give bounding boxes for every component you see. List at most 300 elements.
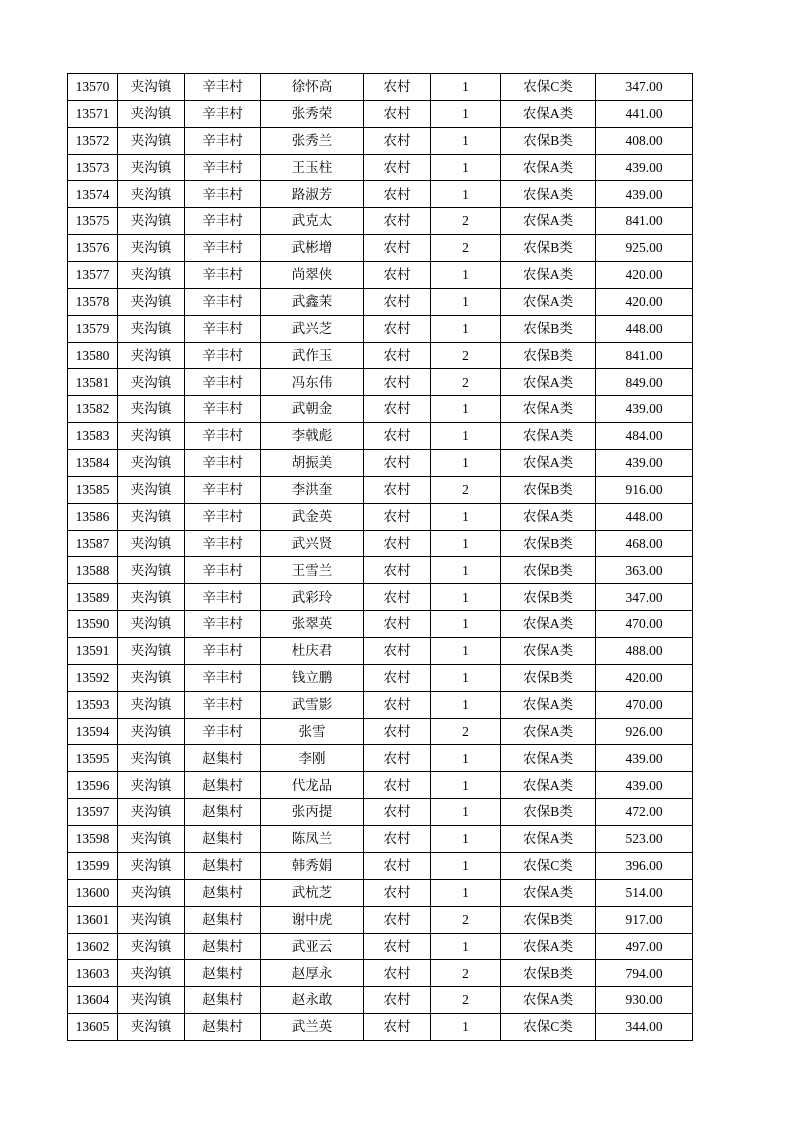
cell-insurance-category: 农保A类 (501, 423, 596, 450)
cell-name: 代龙品 (261, 772, 364, 799)
cell-insurance-category: 农保B类 (501, 799, 596, 826)
cell-household-type: 农村 (364, 315, 431, 342)
cell-insurance-category: 农保B类 (501, 235, 596, 262)
cell-name: 武亚云 (261, 933, 364, 960)
cell-amount: 439.00 (596, 154, 693, 181)
cell-record-no: 13588 (68, 557, 118, 584)
cell-name: 武兰英 (261, 1014, 364, 1041)
cell-town: 夹沟镇 (118, 74, 185, 101)
table-row (68, 960, 693, 987)
cell-town: 夹沟镇 (118, 611, 185, 638)
cell-record-no: 13578 (68, 288, 118, 315)
cell-amount: 497.00 (596, 933, 693, 960)
cell-household-type: 农村 (364, 476, 431, 503)
cell-town: 夹沟镇 (118, 154, 185, 181)
cell-amount: 916.00 (596, 476, 693, 503)
cell-record-no: 13582 (68, 396, 118, 423)
cell-amount: 439.00 (596, 450, 693, 477)
cell-household-type: 农村 (364, 987, 431, 1014)
cell-household-type: 农村 (364, 154, 431, 181)
cell-name: 李戟彪 (261, 423, 364, 450)
cell-amount: 396.00 (596, 852, 693, 879)
cell-town: 夹沟镇 (118, 557, 185, 584)
cell-amount: 347.00 (596, 584, 693, 611)
cell-town: 夹沟镇 (118, 288, 185, 315)
cell-insurance-category: 农保B类 (501, 960, 596, 987)
cell-town: 夹沟镇 (118, 423, 185, 450)
cell-village: 赵集村 (185, 799, 261, 826)
cell-count: 1 (431, 664, 501, 691)
cell-count: 1 (431, 638, 501, 665)
cell-household-type: 农村 (364, 933, 431, 960)
table-row (68, 423, 693, 450)
table-row (68, 799, 693, 826)
table-row (68, 235, 693, 262)
table-row (68, 450, 693, 477)
cell-village: 辛丰村 (185, 476, 261, 503)
cell-record-no: 13574 (68, 181, 118, 208)
cell-record-no: 13587 (68, 530, 118, 557)
cell-household-type: 农村 (364, 799, 431, 826)
cell-record-no: 13579 (68, 315, 118, 342)
cell-record-no: 13577 (68, 262, 118, 289)
table-row (68, 906, 693, 933)
cell-record-no: 13590 (68, 611, 118, 638)
cell-village: 辛丰村 (185, 100, 261, 127)
cell-village: 辛丰村 (185, 315, 261, 342)
cell-record-no: 13592 (68, 664, 118, 691)
cell-village: 辛丰村 (185, 74, 261, 101)
cell-town: 夹沟镇 (118, 476, 185, 503)
cell-count: 1 (431, 315, 501, 342)
cell-village: 辛丰村 (185, 557, 261, 584)
cell-household-type: 农村 (364, 288, 431, 315)
cell-village: 辛丰村 (185, 691, 261, 718)
table-row (68, 154, 693, 181)
cell-town: 夹沟镇 (118, 450, 185, 477)
table-row (68, 718, 693, 745)
cell-insurance-category: 农保A类 (501, 262, 596, 289)
cell-record-no: 13580 (68, 342, 118, 369)
cell-insurance-category: 农保A类 (501, 369, 596, 396)
cell-insurance-category: 农保A类 (501, 181, 596, 208)
cell-insurance-category: 农保A类 (501, 450, 596, 477)
cell-insurance-category: 农保A类 (501, 154, 596, 181)
cell-count: 2 (431, 476, 501, 503)
cell-count: 1 (431, 396, 501, 423)
cell-village: 辛丰村 (185, 450, 261, 477)
cell-name: 武杭芝 (261, 879, 364, 906)
cell-name: 武雪影 (261, 691, 364, 718)
cell-count: 2 (431, 235, 501, 262)
cell-count: 1 (431, 745, 501, 772)
cell-count: 2 (431, 960, 501, 987)
table-row (68, 852, 693, 879)
cell-record-no: 13573 (68, 154, 118, 181)
cell-insurance-category: 农保A类 (501, 691, 596, 718)
cell-household-type: 农村 (364, 181, 431, 208)
cell-household-type: 农村 (364, 369, 431, 396)
cell-village: 辛丰村 (185, 423, 261, 450)
cell-record-no: 13604 (68, 987, 118, 1014)
cell-count: 1 (431, 74, 501, 101)
cell-name: 张丙提 (261, 799, 364, 826)
cell-insurance-category: 农保B类 (501, 530, 596, 557)
table-row (68, 745, 693, 772)
table-row (68, 369, 693, 396)
cell-name: 武作玉 (261, 342, 364, 369)
cell-household-type: 农村 (364, 960, 431, 987)
cell-amount: 917.00 (596, 906, 693, 933)
cell-amount: 841.00 (596, 208, 693, 235)
cell-insurance-category: 农保C类 (501, 74, 596, 101)
cell-household-type: 农村 (364, 1014, 431, 1041)
table-row (68, 557, 693, 584)
cell-count: 1 (431, 557, 501, 584)
cell-count: 1 (431, 262, 501, 289)
cell-insurance-category: 农保B类 (501, 557, 596, 584)
cell-household-type: 农村 (364, 772, 431, 799)
cell-count: 2 (431, 718, 501, 745)
table-row (68, 127, 693, 154)
cell-town: 夹沟镇 (118, 879, 185, 906)
cell-household-type: 农村 (364, 745, 431, 772)
cell-household-type: 农村 (364, 100, 431, 127)
cell-record-no: 13599 (68, 852, 118, 879)
cell-record-no: 13585 (68, 476, 118, 503)
cell-insurance-category: 农保A类 (501, 503, 596, 530)
cell-town: 夹沟镇 (118, 960, 185, 987)
cell-insurance-category: 农保B类 (501, 584, 596, 611)
cell-village: 辛丰村 (185, 181, 261, 208)
cell-insurance-category: 农保B类 (501, 664, 596, 691)
cell-insurance-category: 农保A类 (501, 611, 596, 638)
cell-count: 1 (431, 423, 501, 450)
cell-amount: 926.00 (596, 718, 693, 745)
table-row (68, 262, 693, 289)
cell-count: 1 (431, 530, 501, 557)
cell-amount: 439.00 (596, 181, 693, 208)
cell-insurance-category: 农保B类 (501, 476, 596, 503)
table-row (68, 396, 693, 423)
cell-record-no: 13600 (68, 879, 118, 906)
table-row (68, 181, 693, 208)
cell-household-type: 农村 (364, 826, 431, 853)
cell-village: 赵集村 (185, 826, 261, 853)
cell-amount: 363.00 (596, 557, 693, 584)
cell-village: 赵集村 (185, 960, 261, 987)
cell-amount: 841.00 (596, 342, 693, 369)
cell-amount: 441.00 (596, 100, 693, 127)
cell-insurance-category: 农保C类 (501, 1014, 596, 1041)
cell-count: 2 (431, 906, 501, 933)
cell-name: 谢中虎 (261, 906, 364, 933)
cell-insurance-category: 农保B类 (501, 906, 596, 933)
cell-town: 夹沟镇 (118, 1014, 185, 1041)
cell-record-no: 13605 (68, 1014, 118, 1041)
cell-household-type: 农村 (364, 879, 431, 906)
cell-amount: 439.00 (596, 396, 693, 423)
cell-count: 1 (431, 154, 501, 181)
cell-town: 夹沟镇 (118, 127, 185, 154)
cell-household-type: 农村 (364, 611, 431, 638)
cell-record-no: 13581 (68, 369, 118, 396)
cell-household-type: 农村 (364, 852, 431, 879)
cell-count: 1 (431, 799, 501, 826)
cell-record-no: 13583 (68, 423, 118, 450)
cell-insurance-category: 农保B类 (501, 127, 596, 154)
cell-name: 武彩玲 (261, 584, 364, 611)
cell-name: 李洪奎 (261, 476, 364, 503)
cell-count: 1 (431, 691, 501, 718)
cell-name: 尚翠侠 (261, 262, 364, 289)
table-row (68, 288, 693, 315)
cell-record-no: 13576 (68, 235, 118, 262)
cell-insurance-category: 农保C类 (501, 852, 596, 879)
cell-village: 辛丰村 (185, 369, 261, 396)
cell-amount: 794.00 (596, 960, 693, 987)
cell-name: 武彬增 (261, 235, 364, 262)
cell-insurance-category: 农保A类 (501, 288, 596, 315)
cell-household-type: 农村 (364, 396, 431, 423)
cell-insurance-category: 农保B类 (501, 315, 596, 342)
cell-name: 徐怀高 (261, 74, 364, 101)
cell-town: 夹沟镇 (118, 530, 185, 557)
cell-record-no: 13594 (68, 718, 118, 745)
cell-record-no: 13591 (68, 638, 118, 665)
cell-insurance-category: 农保A类 (501, 208, 596, 235)
cell-count: 1 (431, 1014, 501, 1041)
table-row (68, 611, 693, 638)
cell-village: 辛丰村 (185, 208, 261, 235)
cell-record-no: 13584 (68, 450, 118, 477)
cell-village: 辛丰村 (185, 611, 261, 638)
cell-town: 夹沟镇 (118, 100, 185, 127)
cell-village: 辛丰村 (185, 396, 261, 423)
table-row (68, 74, 693, 101)
table-row (68, 315, 693, 342)
cell-amount: 420.00 (596, 664, 693, 691)
cell-village: 辛丰村 (185, 154, 261, 181)
cell-insurance-category: 农保A类 (501, 100, 596, 127)
cell-household-type: 农村 (364, 342, 431, 369)
cell-record-no: 13593 (68, 691, 118, 718)
cell-village: 辛丰村 (185, 342, 261, 369)
cell-name: 冯东伟 (261, 369, 364, 396)
cell-record-no: 13598 (68, 826, 118, 853)
cell-count: 2 (431, 208, 501, 235)
cell-amount: 930.00 (596, 987, 693, 1014)
table-row (68, 664, 693, 691)
cell-town: 夹沟镇 (118, 906, 185, 933)
cell-amount: 448.00 (596, 503, 693, 530)
cell-name: 武兴贤 (261, 530, 364, 557)
cell-insurance-category: 农保B类 (501, 342, 596, 369)
cell-town: 夹沟镇 (118, 987, 185, 1014)
table-row (68, 933, 693, 960)
cell-amount: 470.00 (596, 691, 693, 718)
cell-household-type: 农村 (364, 638, 431, 665)
cell-household-type: 农村 (364, 557, 431, 584)
cell-village: 辛丰村 (185, 262, 261, 289)
cell-town: 夹沟镇 (118, 369, 185, 396)
cell-town: 夹沟镇 (118, 691, 185, 718)
cell-household-type: 农村 (364, 127, 431, 154)
cell-town: 夹沟镇 (118, 638, 185, 665)
cell-town: 夹沟镇 (118, 503, 185, 530)
cell-household-type: 农村 (364, 530, 431, 557)
cell-town: 夹沟镇 (118, 235, 185, 262)
cell-record-no: 13572 (68, 127, 118, 154)
cell-amount: 523.00 (596, 826, 693, 853)
cell-insurance-category: 农保A类 (501, 638, 596, 665)
cell-name: 武鑫茉 (261, 288, 364, 315)
cell-town: 夹沟镇 (118, 933, 185, 960)
cell-name: 路淑芳 (261, 181, 364, 208)
cell-record-no: 13596 (68, 772, 118, 799)
cell-amount: 849.00 (596, 369, 693, 396)
cell-town: 夹沟镇 (118, 342, 185, 369)
table-row (68, 691, 693, 718)
cell-insurance-category: 农保A类 (501, 745, 596, 772)
cell-insurance-category: 农保A类 (501, 718, 596, 745)
cell-count: 1 (431, 288, 501, 315)
table-row (68, 826, 693, 853)
cell-count: 1 (431, 450, 501, 477)
cell-count: 1 (431, 584, 501, 611)
cell-name: 张秀荣 (261, 100, 364, 127)
cell-town: 夹沟镇 (118, 396, 185, 423)
cell-amount: 488.00 (596, 638, 693, 665)
data-table (67, 73, 693, 1041)
cell-name: 王玉柱 (261, 154, 364, 181)
table-row (68, 476, 693, 503)
cell-count: 1 (431, 826, 501, 853)
cell-household-type: 农村 (364, 450, 431, 477)
cell-village: 赵集村 (185, 1014, 261, 1041)
cell-town: 夹沟镇 (118, 745, 185, 772)
cell-count: 1 (431, 933, 501, 960)
cell-household-type: 农村 (364, 691, 431, 718)
cell-village: 赵集村 (185, 987, 261, 1014)
cell-village: 辛丰村 (185, 664, 261, 691)
cell-insurance-category: 农保A类 (501, 933, 596, 960)
cell-town: 夹沟镇 (118, 315, 185, 342)
table-row (68, 503, 693, 530)
cell-name: 陈凤兰 (261, 826, 364, 853)
cell-village: 赵集村 (185, 852, 261, 879)
cell-record-no: 13589 (68, 584, 118, 611)
cell-count: 1 (431, 772, 501, 799)
cell-town: 夹沟镇 (118, 208, 185, 235)
cell-amount: 925.00 (596, 235, 693, 262)
cell-amount: 448.00 (596, 315, 693, 342)
cell-household-type: 农村 (364, 423, 431, 450)
cell-household-type: 农村 (364, 503, 431, 530)
cell-record-no: 13601 (68, 906, 118, 933)
cell-village: 辛丰村 (185, 718, 261, 745)
cell-count: 1 (431, 879, 501, 906)
cell-household-type: 农村 (364, 262, 431, 289)
cell-household-type: 农村 (364, 906, 431, 933)
cell-town: 夹沟镇 (118, 799, 185, 826)
table-row (68, 530, 693, 557)
table-row (68, 100, 693, 127)
cell-record-no: 13597 (68, 799, 118, 826)
cell-village: 辛丰村 (185, 288, 261, 315)
cell-village: 赵集村 (185, 906, 261, 933)
cell-record-no: 13575 (68, 208, 118, 235)
cell-amount: 472.00 (596, 799, 693, 826)
cell-name: 李刚 (261, 745, 364, 772)
table-row (68, 879, 693, 906)
table-row (68, 342, 693, 369)
cell-village: 辛丰村 (185, 503, 261, 530)
cell-count: 1 (431, 127, 501, 154)
cell-village: 赵集村 (185, 933, 261, 960)
cell-town: 夹沟镇 (118, 852, 185, 879)
cell-insurance-category: 农保A类 (501, 987, 596, 1014)
cell-count: 2 (431, 987, 501, 1014)
table-row (68, 1014, 693, 1041)
cell-amount: 484.00 (596, 423, 693, 450)
cell-name: 王雪兰 (261, 557, 364, 584)
cell-town: 夹沟镇 (118, 772, 185, 799)
cell-amount: 344.00 (596, 1014, 693, 1041)
cell-amount: 439.00 (596, 745, 693, 772)
table-body (68, 74, 693, 1041)
cell-amount: 468.00 (596, 530, 693, 557)
cell-amount: 470.00 (596, 611, 693, 638)
cell-name: 张雪 (261, 718, 364, 745)
cell-household-type: 农村 (364, 208, 431, 235)
cell-name: 武克太 (261, 208, 364, 235)
cell-name: 杜庆君 (261, 638, 364, 665)
cell-name: 张秀兰 (261, 127, 364, 154)
cell-name: 钱立鹏 (261, 664, 364, 691)
cell-town: 夹沟镇 (118, 584, 185, 611)
table-row (68, 987, 693, 1014)
cell-village: 赵集村 (185, 772, 261, 799)
table-row (68, 584, 693, 611)
cell-amount: 439.00 (596, 772, 693, 799)
cell-name: 张翠英 (261, 611, 364, 638)
cell-record-no: 13603 (68, 960, 118, 987)
cell-town: 夹沟镇 (118, 181, 185, 208)
cell-insurance-category: 农保A类 (501, 396, 596, 423)
cell-record-no: 13570 (68, 74, 118, 101)
cell-household-type: 农村 (364, 718, 431, 745)
cell-count: 1 (431, 100, 501, 127)
cell-town: 夹沟镇 (118, 664, 185, 691)
cell-amount: 420.00 (596, 262, 693, 289)
cell-name: 武金英 (261, 503, 364, 530)
cell-name: 胡振美 (261, 450, 364, 477)
cell-village: 辛丰村 (185, 530, 261, 557)
cell-village: 辛丰村 (185, 235, 261, 262)
cell-name: 赵厚永 (261, 960, 364, 987)
cell-count: 2 (431, 342, 501, 369)
cell-record-no: 13595 (68, 745, 118, 772)
cell-household-type: 农村 (364, 74, 431, 101)
cell-insurance-category: 农保A类 (501, 879, 596, 906)
cell-village: 赵集村 (185, 879, 261, 906)
cell-amount: 420.00 (596, 288, 693, 315)
cell-count: 1 (431, 852, 501, 879)
cell-record-no: 13586 (68, 503, 118, 530)
cell-village: 辛丰村 (185, 127, 261, 154)
cell-insurance-category: 农保A类 (501, 772, 596, 799)
